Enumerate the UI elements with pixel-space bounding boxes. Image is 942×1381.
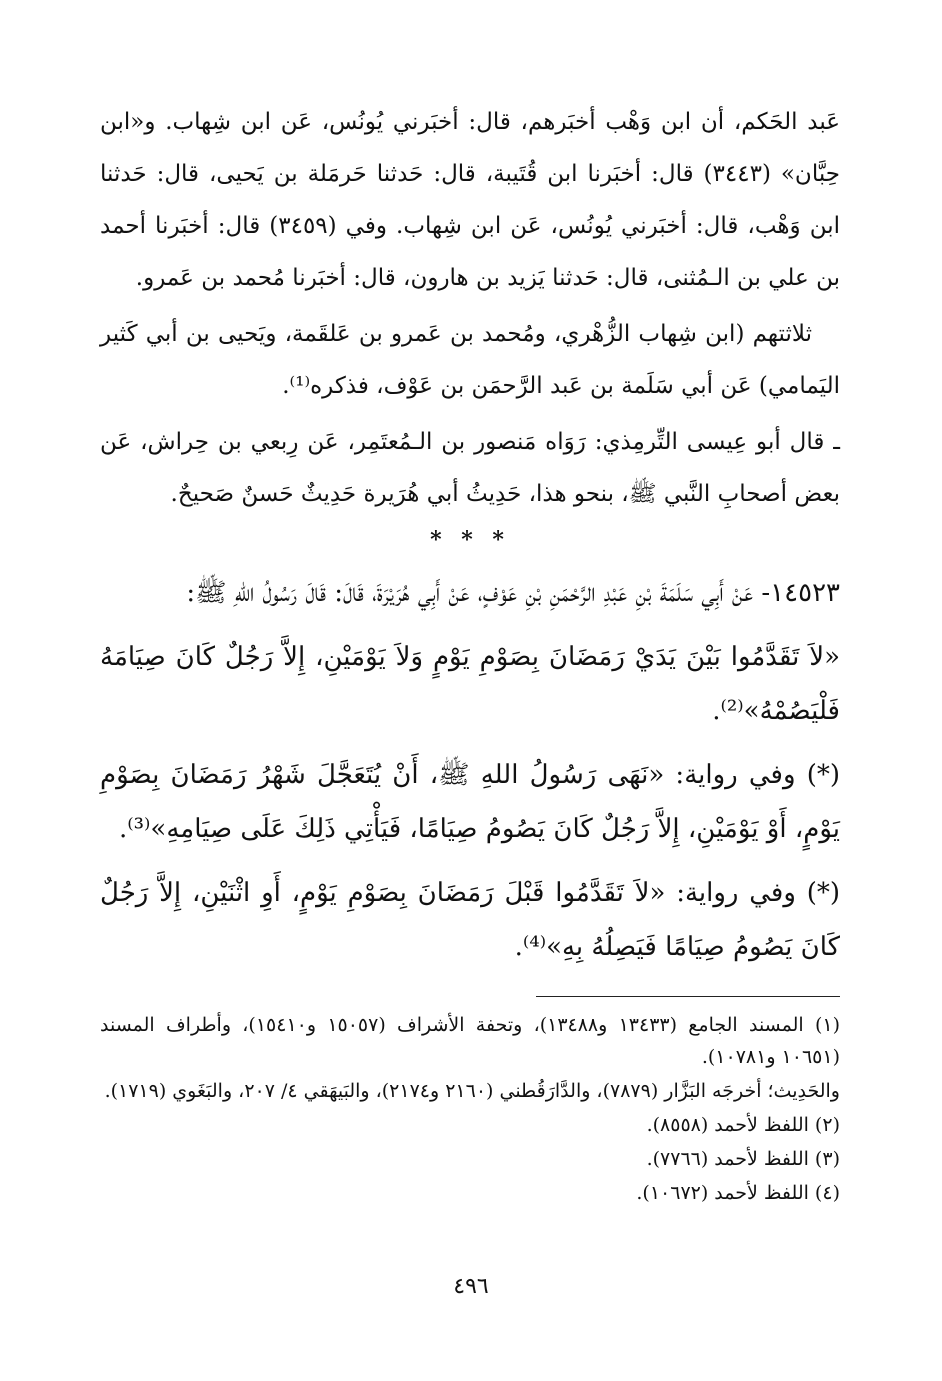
narrators-paragraph: ثلاثتهم (ابن شِهاب الزُّهْري، ومُحمد بن عَمرو بن عَلقَمة، ويَحيى بن أبي كَثير اليَمامي) عَن أبي سَلَمة بن عَبد الرَّحمَن بن عَوْف، فذكره⁽¹⁾. [100,321,840,399]
page-number: ٤٩٦ [453,1274,489,1299]
footnote-4: (٤) اللفظ لأحمد (١٠٦٧٢). [636,1182,840,1204]
riwaya-two: (*) وفي رواية: «لاَ تَقَدَّمُوا قَبْلَ رَمَضَانَ بِصَوْمِ يَوْمٍ، أَوِ اثْنَيْنِ، إِلاَّ رَجُلٌ كَانَ يَصُومُ صِيَامًا فَيَصِلُهُ بِهِ»⁽⁴⁾. [100,878,840,962]
page-content [100,96,840,1209]
hadith-intro: ١٤٥٢٣- عَنْ أَبِي سَلَمَةَ بْنِ عَبْدِ الرَّحْمَنِ بْنِ عَوْفٍ، عَنْ أَبِي هُرَيْرَةَ، قَالَ: قَالَ رَسُولُ اللهِ ﷺ: [186,578,840,608]
hadith-text: «لاَ تَقَدَّمُوا بَيْنَ يَدَيْ رَمَضَانَ بِصَوْمِ يَوْمٍ وَلاَ يَوْمَيْنِ، إِلاَّ رَجُلٌ كَانَ صِيَامَهُ فَلْيَصُمْهُ»⁽²⁾. [100,642,840,726]
footnote-2: (٢) اللفظ لأحمد (٨٥٥٨). [646,1114,840,1136]
footnote-1: (١) المسند الجامع (١٣٤٣٣ و١٣٤٨٨)، وتحفة الأشراف (١٥٠٥٧ و١٥٤١٠)، وأطراف المسند (١٠٦٥١ و١٠٧٨١). [100,1014,840,1068]
section-separator: * * * [430,527,510,553]
riwaya-one: (*) وفي رواية: «نَهَى رَسُولُ اللهِ ﷺ، أَنْ يُتَعَجَّلَ شَهْرُ رَمَضَانَ بِصَوْمِ يَوْمٍ، أَوْ يَوْمَيْنِ، إِلاَّ رَجُلٌ كَانَ يَصُومُ صِيَامًا، فَيَأْتِي ذَلِكَ عَلَى صِيَامِهِ»⁽³⁾. [100,760,840,844]
footnote-1-continued: والحَدِيث؛ أخرجَه البَزَّار (٧٨٧٩)، والدَّارَقُطني (٢١٦٠ و٢١٧٤)، والبَيهَقي ٤/ ٢٠٧، والبَغَوي (١٧١٩). [104,1080,840,1102]
footnote-3: (٣) اللفظ لأحمد (٧٧٦٦). [646,1148,840,1170]
isnad-paragraph: عَبد الحَكم، أن ابن وَهْب أخبَرهم، قال: أخبَرني يُونُس، عَن ابن شِهاب. و«ابن حِبَّان» (٣٤٤٣) قال: أخبَرنا ابن قُتَيبة، قال: حَدثنا حَرمَلة بن يَحيى، قال: حَدثنا ابن وَهْب، قال: أخبَرني يُونُس، عَن ابن شِهاب. وفي (٣٤٥٩) قال: أخبَرنا أحمد بن علي بن الـمُثنى، قال: حَدثنا يَزيد بن هارون، قال: أخبَرنا مُحمد بن عَمرو. [100,109,841,291]
tirmidhi-comment: ـ قال أبو عِيسى التِّرمِذي: رَوَاه مَنصور بن الـمُعتَمِر، عَن رِبعي بن حِراش، عَن بعض أصحابِ النَّبي ﷺ، بنحو هذا، حَدِيثُ أبي هُرَيرة حَدِيثٌ حَسنٌ صَحيحٌ. [100,429,840,507]
footnote-divider [536,996,840,997]
